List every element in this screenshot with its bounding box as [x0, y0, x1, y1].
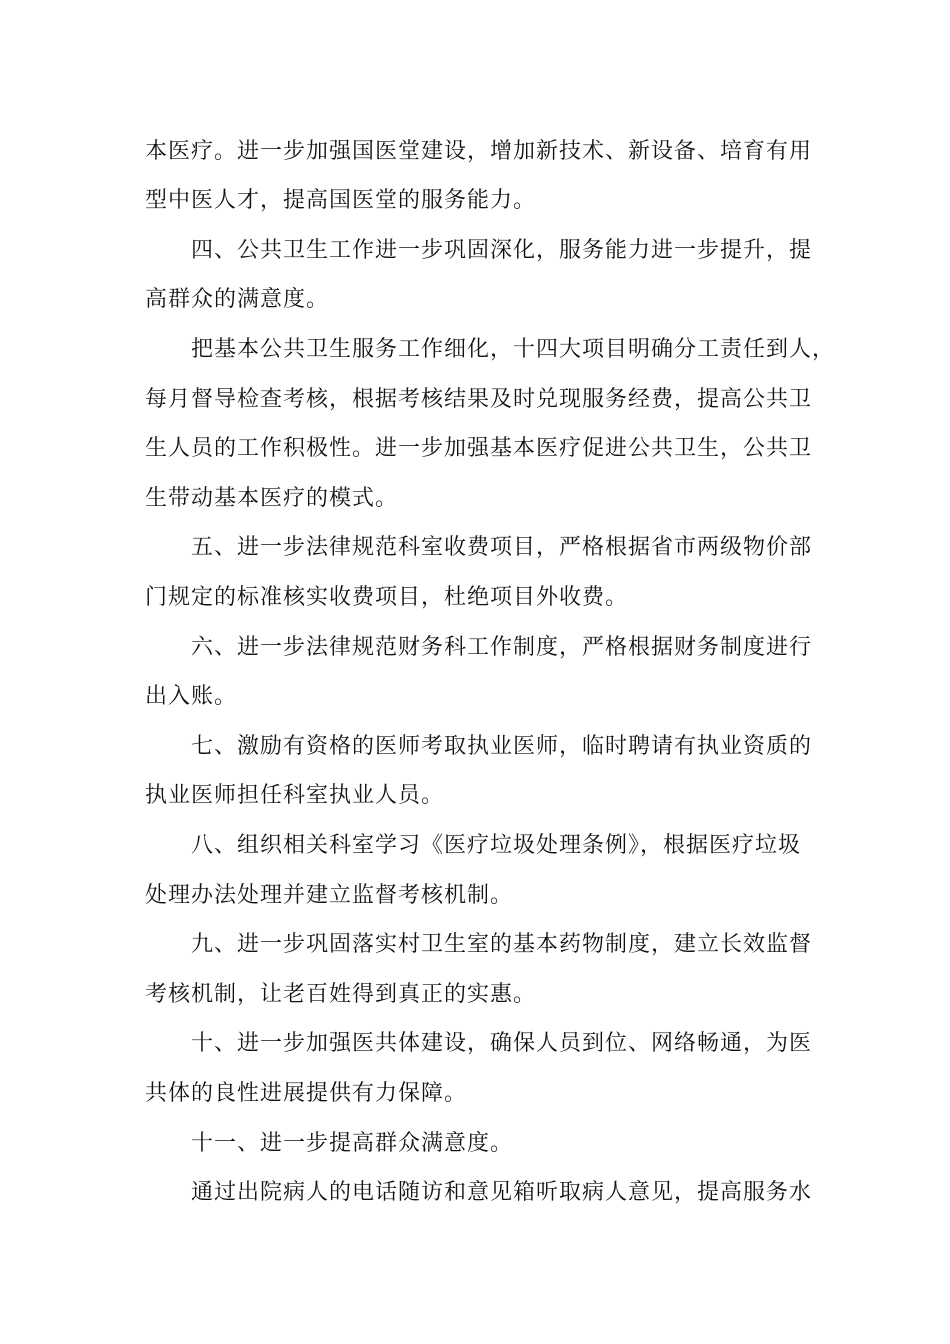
- paragraph-start-line: 六、进一步法律规范财务科工作制度，严格根据财务制度进行: [191, 635, 813, 660]
- paragraph-start-line: 十一、进一步提高群众满意度。: [191, 1131, 514, 1156]
- paragraph-start-line: 把基本公共卫生服务工作细化，十四大项目明确分工责任到人，: [191, 337, 836, 362]
- text-line: 出入账。: [145, 684, 238, 709]
- paragraph-start-line: 十、进一步加强医共体建设，确保人员到位、网络畅通，为医: [191, 1031, 813, 1056]
- text-line: 处理办法处理并建立监督考核机制。: [145, 883, 514, 908]
- paragraph-start-line: 五、进一步法律规范科室收费项目，严格根据省市两级物价部: [191, 535, 813, 560]
- text-line: 门规定的标准核实收费项目，杜绝项目外收费。: [145, 585, 629, 610]
- paragraph-start-line: 九、进一步巩固落实村卫生室的基本药物制度，建立长效监督: [191, 932, 813, 957]
- paragraph-start-line: 七、激励有资格的医师考取执业医师，临时聘请有执业资质的: [191, 734, 813, 759]
- text-line: 本医疗。进一步加强国医堂建设，增加新技术、新设备、培育有用: [145, 139, 813, 164]
- paragraph-start-line: 八、组织相关科室学习《医疗垃圾处理条例》，根据医疗垃圾: [191, 833, 802, 858]
- text-line: 型中医人才，提高国医堂的服务能力。: [145, 188, 537, 213]
- paragraph-start-line: 通过出院病人的电话随访和意见箱听取病人意见，提高服务水: [191, 1180, 813, 1205]
- text-line: 考核机制，让老百姓得到真正的实惠。: [145, 982, 537, 1007]
- text-line: 共体的良性进展提供有力保障。: [145, 1081, 468, 1106]
- text-line: 生人员的工作积极性。进一步加强基本医疗促进公共卫生，公共卫: [145, 436, 813, 461]
- text-line: 每月督导检查考核，根据考核结果及时兑现服务经费，提高公共卫: [145, 387, 813, 412]
- text-line: 生带动基本医疗的模式。: [145, 486, 399, 511]
- paragraph-start-line: 四、公共卫生工作进一步巩固深化，服务能力进一步提升，提: [191, 238, 813, 263]
- text-line: 执业医师担任科室执业人员。: [145, 783, 445, 808]
- text-line: 高群众的满意度。: [145, 287, 330, 312]
